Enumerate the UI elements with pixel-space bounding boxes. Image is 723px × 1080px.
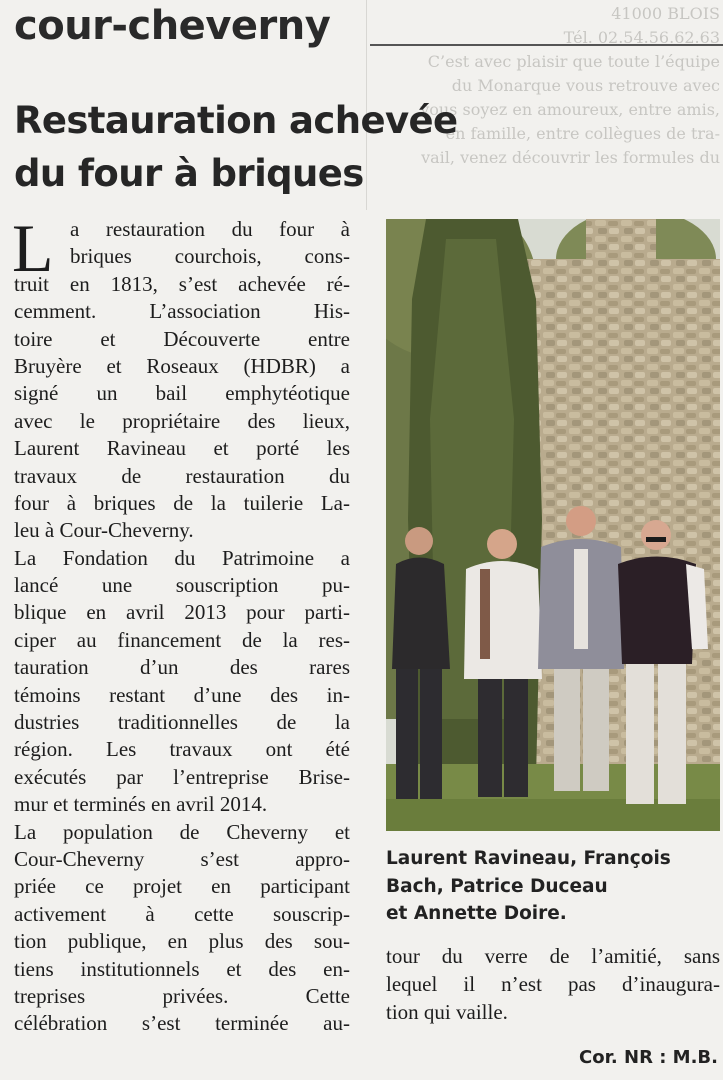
article-line: treprises privées. Cette <box>14 983 350 1008</box>
article-line: priée ce projet en participant <box>14 874 350 899</box>
article-line: célébration s’est terminée au- <box>14 1011 350 1036</box>
article-line: four à briques de la tuilerie La- <box>14 490 350 515</box>
bleed-line: en famille, entre collègues de tra- <box>445 124 720 143</box>
caption-line: et Annette Doire. <box>386 903 567 924</box>
headline-line: du four à briques <box>14 152 364 195</box>
article-line: région. Les travaux ont été <box>14 737 350 762</box>
photo-caption <box>386 845 720 928</box>
photo-illustration <box>386 219 720 831</box>
bleed-line: du Monarque vous retrouve avec <box>451 76 720 95</box>
article-line: dustries traditionnelles de la <box>14 710 350 735</box>
article-line: La Fondation du Patrimoine a <box>14 545 350 570</box>
article-line: lancé une souscription pu- <box>14 573 350 598</box>
caption-line: Laurent Ravineau, François <box>386 848 671 869</box>
article-line: tauration d’un des rares <box>14 655 350 680</box>
bleed-line: C’est avec plaisir que toute l’équipe <box>427 52 720 71</box>
article-line: activement à cette souscrip- <box>14 901 350 926</box>
continuation-line: tour du verre de l’amitié, sans <box>386 944 720 968</box>
article-line: ciper au financement de la res- <box>14 627 350 652</box>
article-line: travaux de restauration du <box>14 463 350 488</box>
article-line: exécutés par l’entreprise Brise- <box>14 764 350 789</box>
article-line: Laurent Ravineau et porté les <box>14 436 350 461</box>
article-line: cemment. L’association His- <box>14 299 350 324</box>
article-line: La population de Cheverny et <box>14 819 350 844</box>
article-line: blique en avril 2013 pour parti- <box>14 600 350 625</box>
article-line: tiens institutionnels et des en- <box>14 956 350 981</box>
article-line: témoins restant d’une des in- <box>14 682 350 707</box>
headline-line: Restauration achevée <box>14 99 458 142</box>
article-continuation <box>386 942 720 1026</box>
article-line: Bruyère et Roseaux (HDBR) a <box>14 353 350 378</box>
section-label: cour-cheverny <box>14 3 331 49</box>
article-body <box>12 210 350 1038</box>
article-line: briques courchois, cons- <box>70 244 350 269</box>
article-line: Cour-Cheverny s’est appro- <box>14 846 350 871</box>
article-line: mur et terminés en avril 2014. <box>14 792 268 817</box>
bleed-line: Tél. 02.54.56.62.63 <box>563 28 720 47</box>
bleed-line: vail, venez découvrir les formules du <box>421 148 720 167</box>
byline-signature: Cor. NR : M.B. <box>579 1047 718 1068</box>
article-line: avec le propriétaire des lieux, <box>14 408 350 433</box>
article-line: a restauration du four à <box>70 217 350 241</box>
article-line: toire et Découverte entre <box>14 326 350 351</box>
caption-line: Bach, Patrice Duceau <box>386 875 608 897</box>
continuation-line: tion qui vaille. <box>386 1000 508 1024</box>
bleed-line: 41000 BLOIS <box>611 4 720 23</box>
drop-cap: L <box>12 210 54 286</box>
article-line: tion publique, en plus des sou- <box>14 929 350 954</box>
bleed-line: vous soyez en amoureux, entre amis, <box>420 100 720 119</box>
article-headline <box>14 94 474 200</box>
group-photo <box>386 219 720 831</box>
article-line: leu à Cour-Cheverny. <box>14 518 194 543</box>
continuation-line: lequel il n’est pas d’inaugura- <box>386 972 720 996</box>
article-line: signé un bail emphytéotique <box>14 381 350 406</box>
article-line: truit en 1813, s’est achevée ré- <box>14 271 350 296</box>
